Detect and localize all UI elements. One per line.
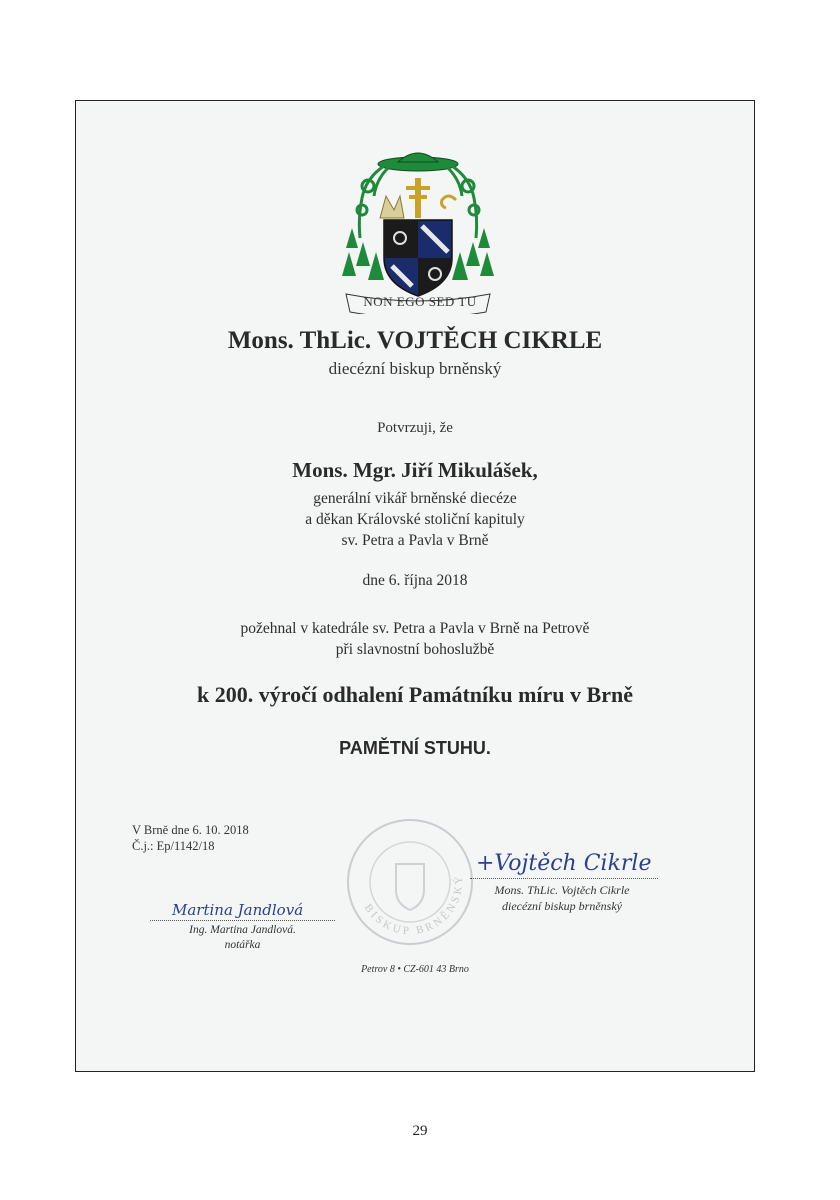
recipient-title-line: sv. Petra a Pavla v Brně <box>341 532 489 549</box>
motto-banner: NON EGO SED TU <box>363 294 477 309</box>
blessing-line: při slavnostní bohoslužbě <box>335 641 495 658</box>
recipient-title-line: a děkan Královské stoliční kapituly <box>305 511 525 528</box>
ribbon-text: PAMĚTNÍ STUHU. <box>339 738 491 758</box>
notary-name: Ing. Martina Jandlová. <box>189 924 296 936</box>
episcopal-coat-of-arms-icon <box>336 148 500 314</box>
notary-signature-script: Martina Jandlová <box>172 901 304 919</box>
recipient-title-line: generální vikář brněnské diecéze <box>313 490 517 507</box>
issuer-role: diecézní biskup brněnský <box>328 359 502 378</box>
bishop-signature-name: Mons. ThLic. Vojtěch Cikrle <box>494 883 630 897</box>
place-date: V Brně dne 6. 10. 2018 <box>132 823 249 837</box>
event-date: dne 6. října 2018 <box>362 572 468 589</box>
notary-role: notářka <box>224 939 261 951</box>
anniversary-heading: k 200. výročí odhalení Památníku míru v Brně <box>197 682 633 707</box>
signature-line <box>470 878 658 879</box>
notary-signature <box>168 893 318 923</box>
signature-line <box>150 920 335 921</box>
issuer-name: Mons. ThLic. VOJTĚCH CIKRLE <box>227 327 603 354</box>
page-number: 29 <box>412 1123 428 1139</box>
recipient-name: Mons. Mgr. Jiří Mikulášek, <box>292 458 538 482</box>
blessing-line: požehnal v katedrále sv. Petra a Pavla v Brně na Petrově <box>240 620 590 637</box>
notary-caption-block <box>150 923 335 953</box>
seal-text: BISKUP BRNĚNSKÝ <box>361 873 466 938</box>
bishop-signature <box>470 840 660 880</box>
reference-number: Č.j.: Ep/1142/18 <box>132 839 215 853</box>
place-date-block <box>132 822 249 854</box>
bishop-signature-script: +Vojtěch Cikrle <box>476 851 652 876</box>
bishop-signature-role: diecézní biskup brněnský <box>502 899 622 913</box>
official-seal-icon <box>340 812 480 952</box>
bishop-signature-caption-block <box>462 882 662 914</box>
confirm-text: Potvrzuji, že <box>377 420 453 436</box>
address-footer: Petrov 8 • CZ-601 43 Brno <box>361 964 469 975</box>
